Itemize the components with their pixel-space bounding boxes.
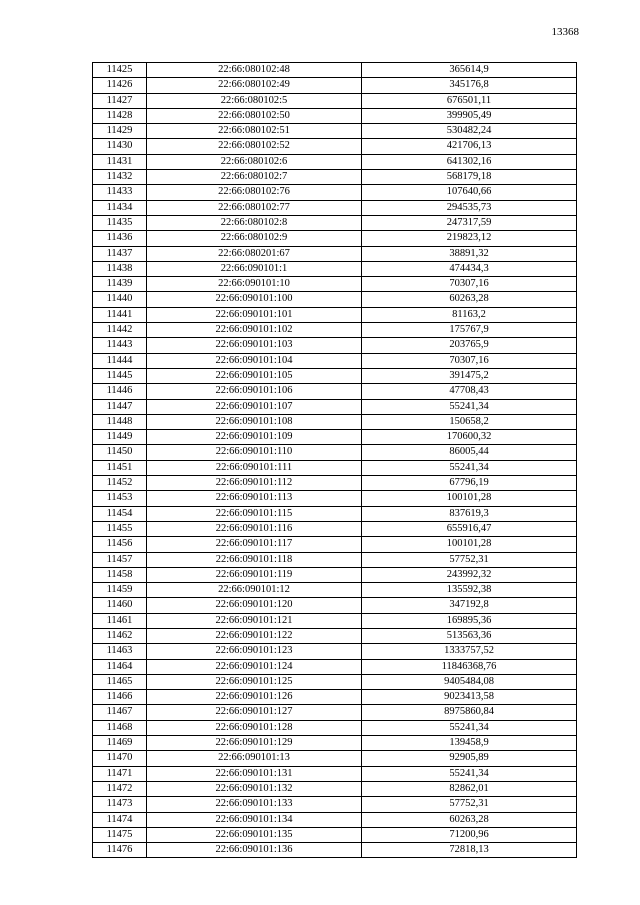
- row-number-cell: 11438: [93, 261, 147, 276]
- table-row: [93, 78, 577, 93]
- row-number-cell: 11429: [93, 124, 147, 139]
- table-row: [93, 307, 577, 322]
- table-row: [93, 613, 577, 628]
- cadastral-value-cell: 8975860,84: [362, 705, 577, 720]
- table-row: [93, 231, 577, 246]
- table-row: [93, 108, 577, 123]
- cadastral-value-cell: 86005,44: [362, 445, 577, 460]
- cadastral-value-cell: 55241,34: [362, 460, 577, 475]
- cadastral-number-cell: 22:66:090101:107: [147, 399, 362, 414]
- table-row: [93, 93, 577, 108]
- cadastral-value-cell: 568179,18: [362, 170, 577, 185]
- cadastral-value-cell: 365614,9: [362, 63, 577, 78]
- cadastral-number-cell: 22:66:090101:115: [147, 506, 362, 521]
- cadastral-number-cell: 22:66:080102:7: [147, 170, 362, 185]
- table-row: [93, 797, 577, 812]
- row-number-cell: 11425: [93, 63, 147, 78]
- row-number-cell: 11427: [93, 93, 147, 108]
- table-row: [93, 384, 577, 399]
- cadastral-value-table: [92, 62, 577, 858]
- cadastral-number-cell: 22:66:090101:110: [147, 445, 362, 460]
- row-number-cell: 11432: [93, 170, 147, 185]
- row-number-cell: 11447: [93, 399, 147, 414]
- cadastral-number-cell: 22:66:080102:50: [147, 108, 362, 123]
- cadastral-value-cell: 399905,49: [362, 108, 577, 123]
- row-number-cell: 11444: [93, 353, 147, 368]
- cadastral-number-cell: 22:66:090101:125: [147, 674, 362, 689]
- table-row: [93, 261, 577, 276]
- cadastral-number-cell: 22:66:090101:102: [147, 323, 362, 338]
- table-body: [93, 63, 577, 858]
- cadastral-number-cell: 22:66:090101:120: [147, 598, 362, 613]
- table-row: [93, 736, 577, 751]
- cadastral-value-cell: 135592,38: [362, 583, 577, 598]
- row-number-cell: 11449: [93, 430, 147, 445]
- cadastral-number-cell: 22:66:090101:109: [147, 430, 362, 445]
- cadastral-value-cell: 81163,2: [362, 307, 577, 322]
- table-row: [93, 644, 577, 659]
- cadastral-value-cell: 72818,13: [362, 843, 577, 858]
- cadastral-value-cell: 345176,8: [362, 78, 577, 93]
- row-number-cell: 11459: [93, 583, 147, 598]
- cadastral-value-cell: 11846368,76: [362, 659, 577, 674]
- table-row: [93, 720, 577, 735]
- table-row: [93, 598, 577, 613]
- cadastral-number-cell: 22:66:090101:103: [147, 338, 362, 353]
- cadastral-value-cell: 107640,66: [362, 185, 577, 200]
- cadastral-value-cell: 169895,36: [362, 613, 577, 628]
- table-row: [93, 476, 577, 491]
- cadastral-value-cell: 243992,32: [362, 567, 577, 582]
- cadastral-number-cell: 22:66:090101:135: [147, 827, 362, 842]
- cadastral-number-cell: 22:66:080102:51: [147, 124, 362, 139]
- row-number-cell: 11453: [93, 491, 147, 506]
- cadastral-value-cell: 530482,24: [362, 124, 577, 139]
- cadastral-number-cell: 22:66:080102:76: [147, 185, 362, 200]
- cadastral-value-cell: 55241,34: [362, 399, 577, 414]
- cadastral-number-cell: 22:66:090101:119: [147, 567, 362, 582]
- table-row: [93, 659, 577, 674]
- cadastral-number-cell: 22:66:090101:12: [147, 583, 362, 598]
- row-number-cell: 11462: [93, 628, 147, 643]
- row-number-cell: 11440: [93, 292, 147, 307]
- cadastral-value-cell: 57752,31: [362, 797, 577, 812]
- table-row: [93, 491, 577, 506]
- cadastral-value-cell: 474434,3: [362, 261, 577, 276]
- row-number-cell: 11435: [93, 215, 147, 230]
- cadastral-number-cell: 22:66:080102:48: [147, 63, 362, 78]
- table-row: [93, 414, 577, 429]
- cadastral-number-cell: 22:66:090101:122: [147, 628, 362, 643]
- cadastral-number-cell: 22:66:080102:8: [147, 215, 362, 230]
- table-row: [93, 154, 577, 169]
- cadastral-number-cell: 22:66:090101:129: [147, 736, 362, 751]
- cadastral-value-cell: 60263,28: [362, 812, 577, 827]
- row-number-cell: 11430: [93, 139, 147, 154]
- row-number-cell: 11457: [93, 552, 147, 567]
- row-number-cell: 11467: [93, 705, 147, 720]
- cadastral-value-cell: 655916,47: [362, 521, 577, 536]
- row-number-cell: 11471: [93, 766, 147, 781]
- cadastral-number-cell: 22:66:080102:49: [147, 78, 362, 93]
- cadastral-number-cell: 22:66:080102:6: [147, 154, 362, 169]
- table-row: [93, 506, 577, 521]
- table-row: [93, 353, 577, 368]
- table-row: [93, 537, 577, 552]
- row-number-cell: 11451: [93, 460, 147, 475]
- cadastral-value-cell: 55241,34: [362, 766, 577, 781]
- cadastral-value-cell: 203765,9: [362, 338, 577, 353]
- cadastral-value-cell: 57752,31: [362, 552, 577, 567]
- cadastral-value-cell: 9405484,08: [362, 674, 577, 689]
- cadastral-number-cell: 22:66:090101:105: [147, 368, 362, 383]
- row-number-cell: 11461: [93, 613, 147, 628]
- table-row: [93, 246, 577, 261]
- table-row: [93, 139, 577, 154]
- row-number-cell: 11476: [93, 843, 147, 858]
- table-row: [93, 521, 577, 536]
- table-row: [93, 170, 577, 185]
- cadastral-value-cell: 55241,34: [362, 720, 577, 735]
- table-row: [93, 628, 577, 643]
- cadastral-number-cell: 22:66:090101:118: [147, 552, 362, 567]
- row-number-cell: 11464: [93, 659, 147, 674]
- cadastral-value-cell: 71200,96: [362, 827, 577, 842]
- cadastral-number-cell: 22:66:090101:124: [147, 659, 362, 674]
- cadastral-value-cell: 100101,28: [362, 537, 577, 552]
- table-row: [93, 567, 577, 582]
- table-row: [93, 215, 577, 230]
- cadastral-value-cell: 139458,9: [362, 736, 577, 751]
- cadastral-number-cell: 22:66:090101:112: [147, 476, 362, 491]
- cadastral-value-cell: 67796,19: [362, 476, 577, 491]
- cadastral-value-cell: 82862,01: [362, 781, 577, 796]
- cadastral-value-cell: 170600,32: [362, 430, 577, 445]
- row-number-cell: 11475: [93, 827, 147, 842]
- cadastral-number-cell: 22:66:090101:10: [147, 277, 362, 292]
- row-number-cell: 11465: [93, 674, 147, 689]
- table-row: [93, 583, 577, 598]
- row-number-cell: 11469: [93, 736, 147, 751]
- row-number-cell: 11445: [93, 368, 147, 383]
- row-number-cell: 11426: [93, 78, 147, 93]
- table-row: [93, 751, 577, 766]
- row-number-cell: 11431: [93, 154, 147, 169]
- cadastral-value-cell: 100101,28: [362, 491, 577, 506]
- table-row: [93, 63, 577, 78]
- cadastral-value-cell: 38891,32: [362, 246, 577, 261]
- table-row: [93, 200, 577, 215]
- cadastral-number-cell: 22:66:080102:9: [147, 231, 362, 246]
- row-number-cell: 11454: [93, 506, 147, 521]
- cadastral-value-cell: 247317,59: [362, 215, 577, 230]
- cadastral-number-cell: 22:66:090101:104: [147, 353, 362, 368]
- table-row: [93, 781, 577, 796]
- row-number-cell: 11468: [93, 720, 147, 735]
- cadastral-number-cell: 22:66:090101:101: [147, 307, 362, 322]
- row-number-cell: 11466: [93, 690, 147, 705]
- cadastral-value-cell: 391475,2: [362, 368, 577, 383]
- table-row: [93, 368, 577, 383]
- cadastral-number-cell: 22:66:090101:132: [147, 781, 362, 796]
- cadastral-number-cell: 22:66:090101:13: [147, 751, 362, 766]
- cadastral-number-cell: 22:66:090101:126: [147, 690, 362, 705]
- cadastral-value-cell: 1333757,52: [362, 644, 577, 659]
- row-number-cell: 11443: [93, 338, 147, 353]
- cadastral-number-cell: 22:66:090101:106: [147, 384, 362, 399]
- cadastral-number-cell: 22:66:090101:128: [147, 720, 362, 735]
- cadastral-value-cell: 641302,16: [362, 154, 577, 169]
- cadastral-number-cell: 22:66:090101:131: [147, 766, 362, 781]
- table-row: [93, 674, 577, 689]
- table-row: [93, 843, 577, 858]
- table-row: [93, 277, 577, 292]
- row-number-cell: 11433: [93, 185, 147, 200]
- table-row: [93, 690, 577, 705]
- table-row: [93, 552, 577, 567]
- cadastral-number-cell: 22:66:080102:77: [147, 200, 362, 215]
- row-number-cell: 11446: [93, 384, 147, 399]
- row-number-cell: 11428: [93, 108, 147, 123]
- table-row: [93, 705, 577, 720]
- cadastral-number-cell: 22:66:090101:108: [147, 414, 362, 429]
- cadastral-value-cell: 421706,13: [362, 139, 577, 154]
- cadastral-value-cell: 513563,36: [362, 628, 577, 643]
- row-number-cell: 11450: [93, 445, 147, 460]
- cadastral-value-cell: 70307,16: [362, 353, 577, 368]
- table-row: [93, 827, 577, 842]
- cadastral-number-cell: 22:66:090101:123: [147, 644, 362, 659]
- table-row: [93, 399, 577, 414]
- row-number-cell: 11439: [93, 277, 147, 292]
- cadastral-number-cell: 22:66:080201:67: [147, 246, 362, 261]
- table-row: [93, 323, 577, 338]
- cadastral-number-cell: 22:66:090101:117: [147, 537, 362, 552]
- cadastral-number-cell: 22:66:090101:113: [147, 491, 362, 506]
- cadastral-value-cell: 219823,12: [362, 231, 577, 246]
- cadastral-value-cell: 676501,11: [362, 93, 577, 108]
- row-number-cell: 11434: [93, 200, 147, 215]
- row-number-cell: 11472: [93, 781, 147, 796]
- row-number-cell: 11437: [93, 246, 147, 261]
- row-number-cell: 11448: [93, 414, 147, 429]
- table-row: [93, 766, 577, 781]
- row-number-cell: 11470: [93, 751, 147, 766]
- cadastral-value-cell: 347192,8: [362, 598, 577, 613]
- row-number-cell: 11458: [93, 567, 147, 582]
- row-number-cell: 11463: [93, 644, 147, 659]
- page-number: 13368: [551, 26, 579, 38]
- cadastral-value-cell: 60263,28: [362, 292, 577, 307]
- row-number-cell: 11452: [93, 476, 147, 491]
- cadastral-number-cell: 22:66:090101:133: [147, 797, 362, 812]
- cadastral-value-cell: 92905,89: [362, 751, 577, 766]
- row-number-cell: 11474: [93, 812, 147, 827]
- cadastral-value-cell: 294535,73: [362, 200, 577, 215]
- cadastral-number-cell: 22:66:090101:134: [147, 812, 362, 827]
- table-row: [93, 185, 577, 200]
- table-row: [93, 124, 577, 139]
- cadastral-value-cell: 47708,43: [362, 384, 577, 399]
- table-row: [93, 812, 577, 827]
- cadastral-value-cell: 150658,2: [362, 414, 577, 429]
- cadastral-number-cell: 22:66:090101:121: [147, 613, 362, 628]
- cadastral-number-cell: 22:66:090101:100: [147, 292, 362, 307]
- row-number-cell: 11441: [93, 307, 147, 322]
- table-row: [93, 292, 577, 307]
- cadastral-value-cell: 837619,3: [362, 506, 577, 521]
- row-number-cell: 11473: [93, 797, 147, 812]
- cadastral-number-cell: 22:66:080102:5: [147, 93, 362, 108]
- cadastral-number-cell: 22:66:090101:136: [147, 843, 362, 858]
- table-row: [93, 430, 577, 445]
- table-row: [93, 460, 577, 475]
- cadastral-value-cell: 9023413,58: [362, 690, 577, 705]
- table-row: [93, 445, 577, 460]
- table-row: [93, 338, 577, 353]
- cadastral-number-cell: 22:66:090101:127: [147, 705, 362, 720]
- row-number-cell: 11455: [93, 521, 147, 536]
- row-number-cell: 11456: [93, 537, 147, 552]
- row-number-cell: 11436: [93, 231, 147, 246]
- cadastral-number-cell: 22:66:080102:52: [147, 139, 362, 154]
- cadastral-number-cell: 22:66:090101:1: [147, 261, 362, 276]
- row-number-cell: 11442: [93, 323, 147, 338]
- row-number-cell: 11460: [93, 598, 147, 613]
- cadastral-number-cell: 22:66:090101:111: [147, 460, 362, 475]
- cadastral-number-cell: 22:66:090101:116: [147, 521, 362, 536]
- cadastral-value-cell: 70307,16: [362, 277, 577, 292]
- cadastral-value-cell: 175767,9: [362, 323, 577, 338]
